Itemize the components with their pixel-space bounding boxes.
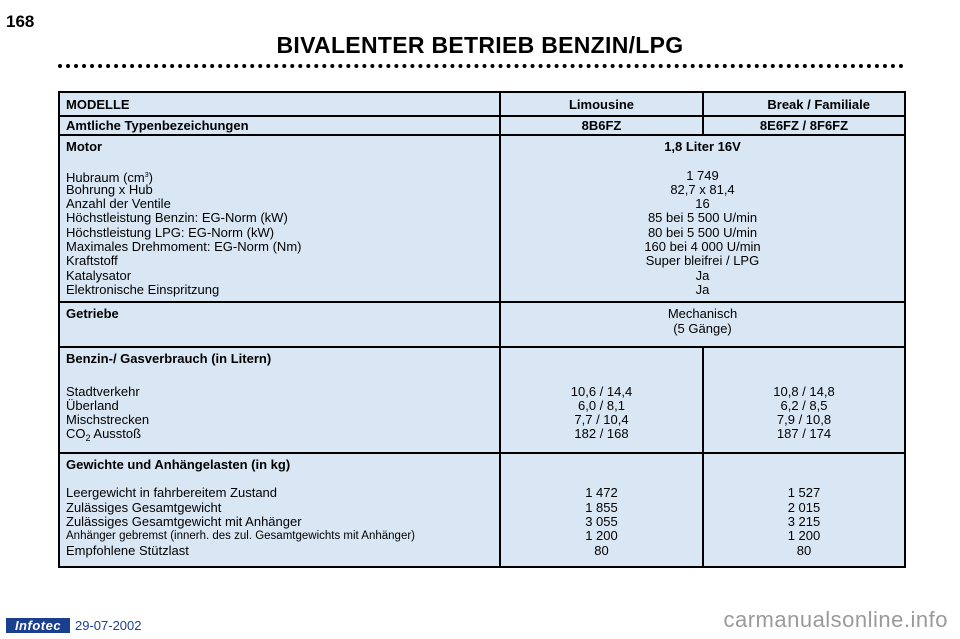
motor-label: Höchstleistung Benzin: EG-Norm (kW) [66,210,288,226]
motor-label: Anzahl der Ventile [66,196,171,212]
gewichte-value: 80 [594,542,609,558]
motor-value: 1 749 [686,167,719,183]
models-header-row [59,92,905,116]
getriebe-heading: Getriebe [66,306,119,322]
motor-label: Katalysator [66,267,132,283]
gewichte-value: 1 472 [585,485,618,501]
motor-value: 16 [695,196,710,212]
type-label: Amtliche Typenbezeichungen [59,116,500,135]
getriebe-label-cell [59,302,500,347]
motor-labels [59,135,500,302]
gewichte-labels [59,453,500,567]
motor-label: Elektronische Einspritzung [66,281,220,297]
gewichte-label: Zulässiges Gesamtgewicht mit Anhänger [66,513,302,529]
motor-value: Ja [695,267,710,283]
verbrauch-value: 7,7 / 10,4 [574,412,629,428]
verbrauch-label: Mischstrecken [66,412,150,428]
type-row [59,116,905,135]
motor-heading: Motor [66,139,103,154]
gewichte-value: 1 527 [787,485,821,501]
motor-label: Hubraum $(cm^3)$ [66,169,153,185]
motor-value-heading: 1,8 Liter 16V [664,139,741,154]
motor-value: Super bleifrei / LPG [645,253,760,269]
motor-value: 82,7 x 81,4 [670,181,735,197]
gewichte-value: 1 855 [585,499,618,515]
motor-values [500,135,905,302]
verbrauch-value: 7,9 / 10,8 [776,412,832,428]
motor-value: 80 bei 5 500 U/min [647,224,758,240]
motor-section [59,135,905,302]
motor-value: Ja [695,281,710,297]
gewichte-value: 1 200 [585,528,618,544]
verbrauch-break [703,347,905,452]
type-break: 8E6FZ / 8F6FZ [703,116,905,135]
verbrauch-value: 6,2 / 8,5 [780,397,828,413]
gewichte-limousine [500,453,703,567]
motor-label: Bohrung x Hub [66,181,153,197]
verbrauch-value: 10,6 / 14,4 [570,383,633,399]
verbrauch-limousine [500,347,703,452]
verbrauch-value: 187 / 174 [776,426,832,442]
gewichte-label: Anhänger gebremst (innerh. des zul. Gesamtgewichts mit Anhänger) [66,530,416,543]
gewichte-section [59,453,905,567]
motor-label: Maximales Drehmoment: EG-Norm (Nm) [66,239,302,255]
page-number: 168 [6,12,35,31]
gewichte-heading: Gewichte und Anhängelasten (in kg) [66,456,291,472]
getriebe-values [500,302,905,347]
verbrauch-value: 6,0 / 8,1 [578,397,625,413]
watermark: carmanualsonline.info [723,607,948,632]
dotted-divider [58,64,904,68]
gewichte-label: Leergewicht in fahrbereitem Zustand [66,485,278,501]
motor-value: 160 bei 4 000 U/min [644,239,761,255]
gewichte-value: 2 015 [787,499,821,515]
verbrauch-value: 182 / 168 [574,426,629,442]
gewichte-break [703,453,905,567]
model-limousine: Limousine [500,92,703,116]
gewichte-value: 80 [796,542,812,558]
page-title: BIVALENTER BETRIEB BENZIN/LPG [276,32,684,58]
verbrauch-section [59,347,905,452]
verbrauch-label: $CO_2$ Ausstoß [66,426,142,444]
verbrauch-labels [59,347,500,452]
infotec-logo: Infotec [6,618,70,633]
model-break: Break / Familiale [703,92,905,116]
spec-table [58,91,906,568]
motor-label: Kraftstoff [66,253,118,269]
gewichte-value: 3 215 [787,513,821,529]
verbrauch-value: 10,8 / 14,8 [773,383,835,399]
verbrauch-heading: Benzin-/ Gasverbrauch (in Litern) [66,351,272,367]
getriebe-value: Mechanisch [667,306,738,322]
motor-label: Höchstleistung LPG: EG-Norm (kW) [66,224,275,240]
models-label: MODELLE [59,92,500,116]
verbrauch-label: Überland [66,397,119,413]
motor-value: 85 bei 5 500 U/min [647,210,758,226]
gewichte-label: Zulässiges Gesamtgewicht [66,499,222,515]
gewichte-value: 3 055 [585,513,618,529]
type-limousine: 8B6FZ [500,116,703,135]
footer-date: 29-07-2002 [75,618,142,633]
gewichte-value: 1 200 [787,528,821,544]
getriebe-section [59,302,905,347]
verbrauch-label: Stadtverkehr [66,383,140,399]
getriebe-value: (5 Gänge) [673,320,732,336]
gewichte-label: Empfohlene Stützlast [66,542,189,558]
